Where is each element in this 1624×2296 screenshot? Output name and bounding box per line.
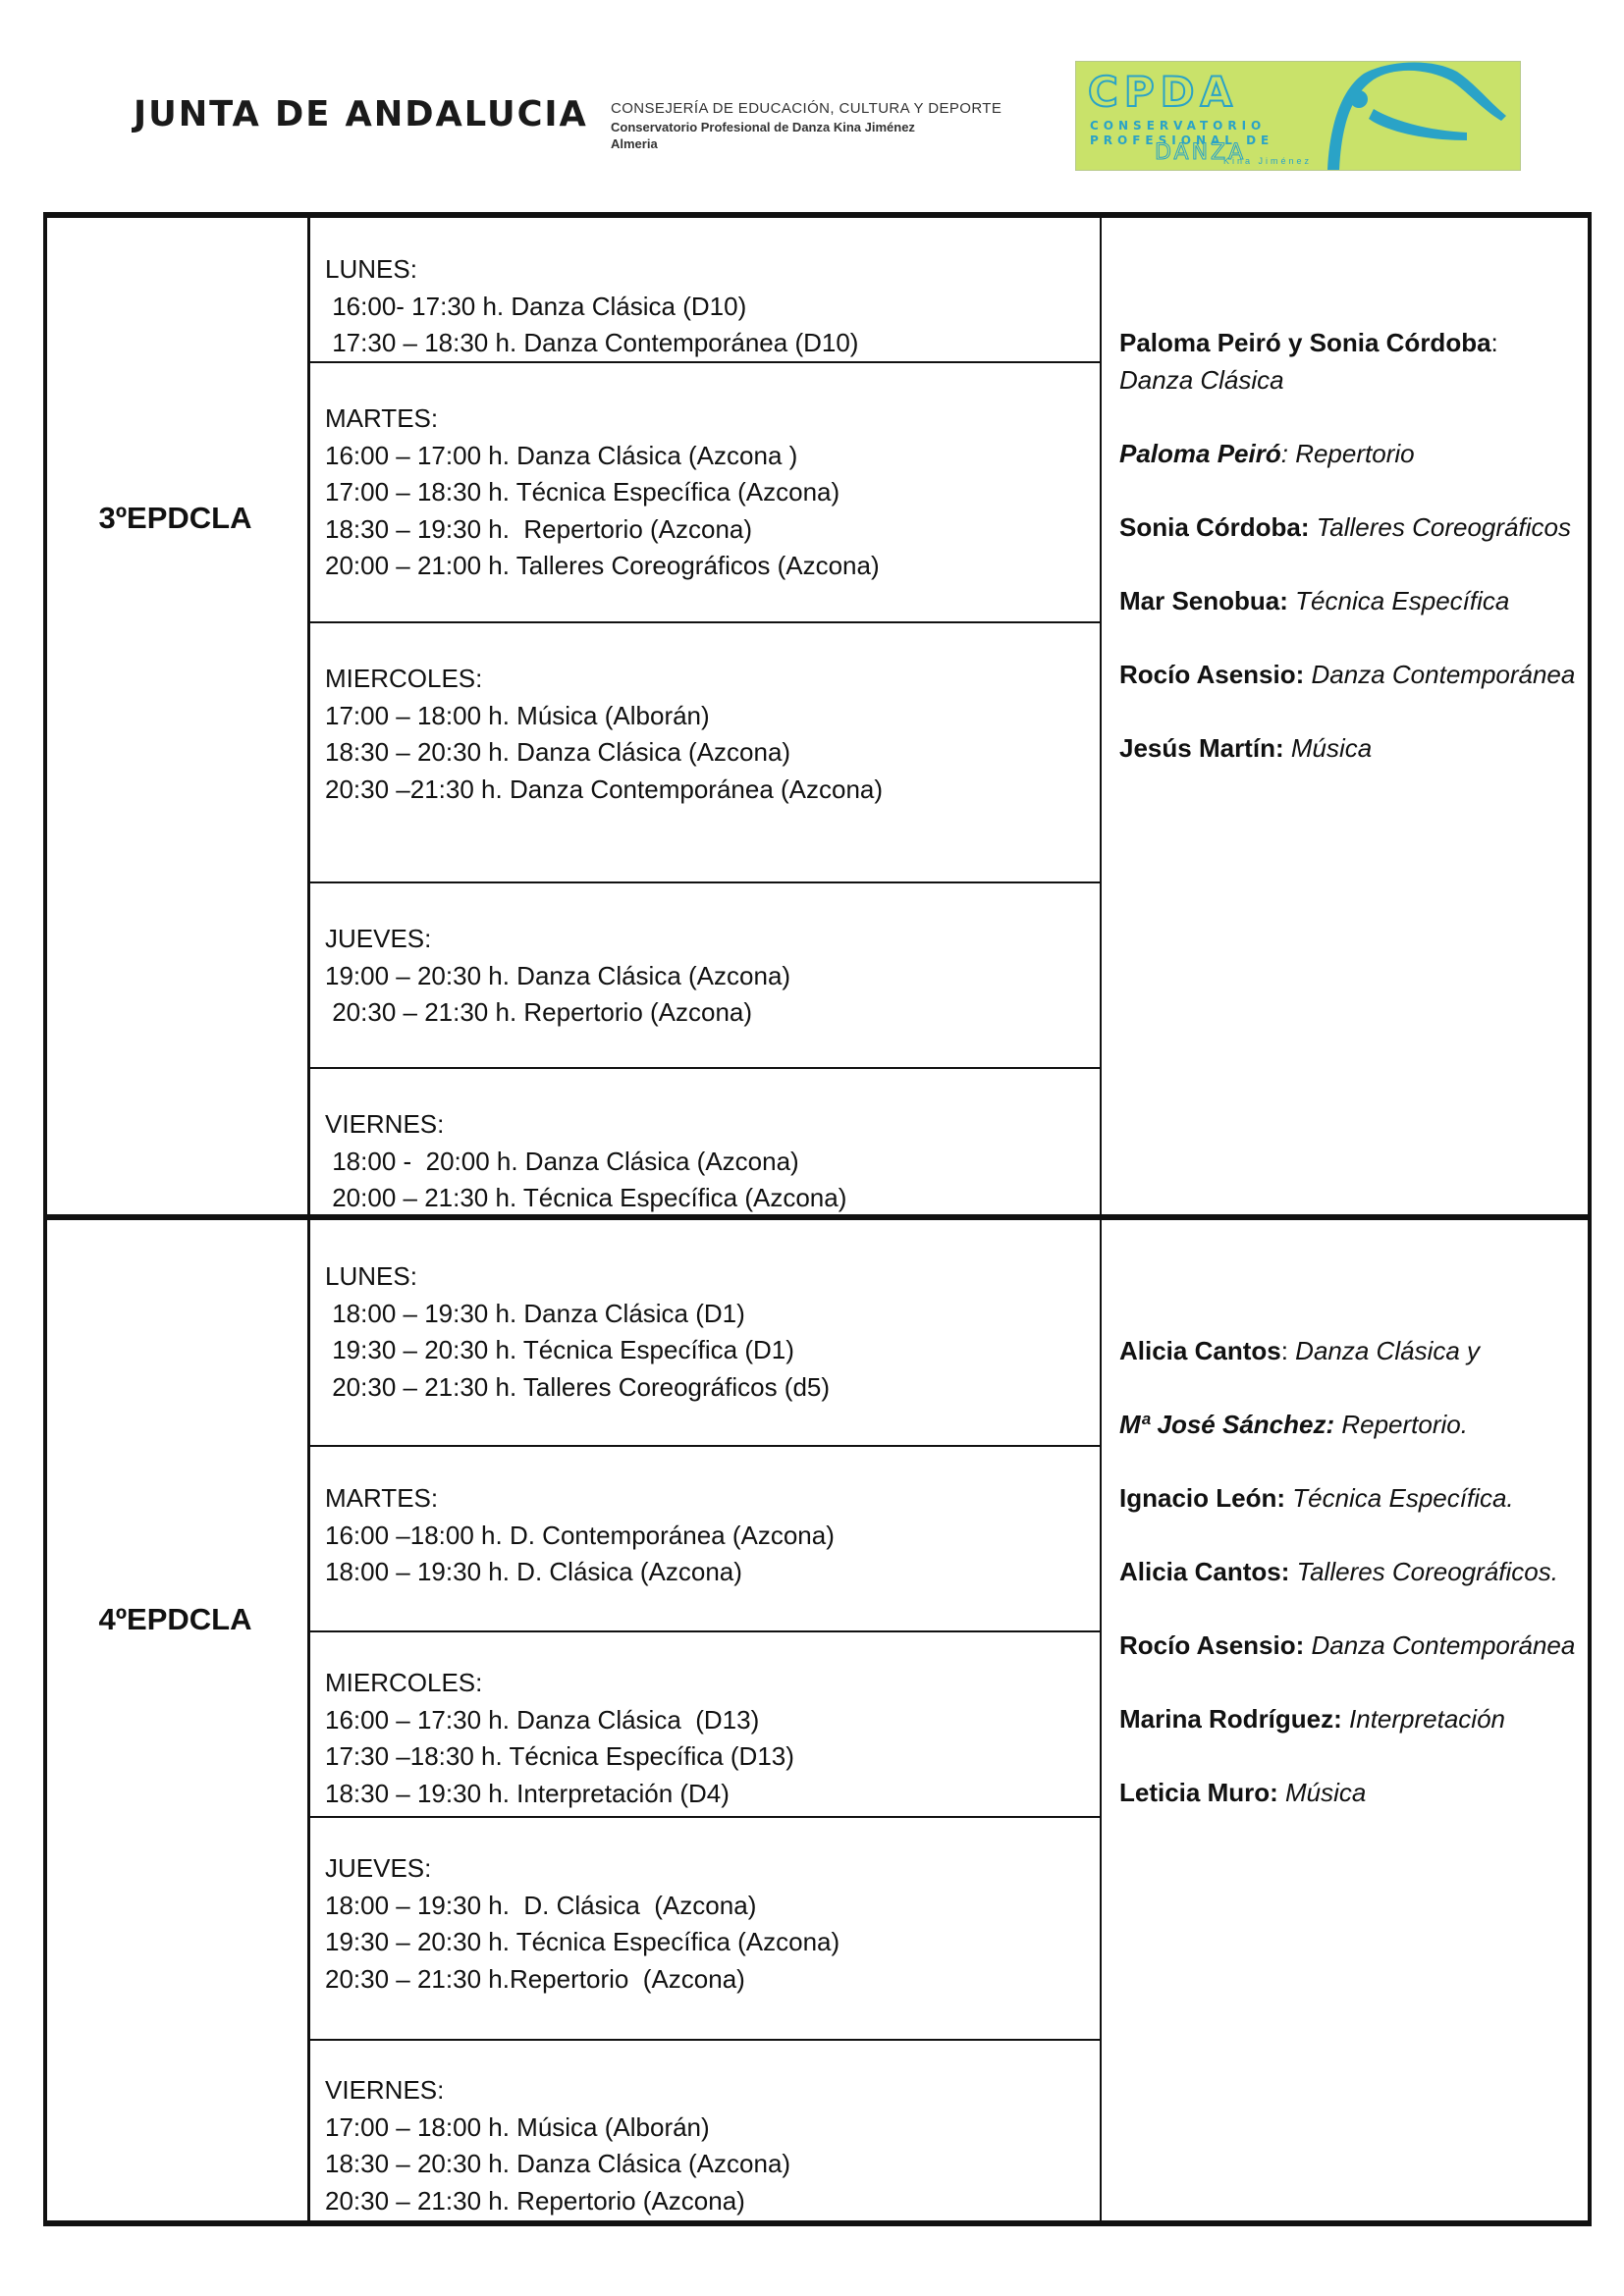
logo-line-4: Kina Jiménez bbox=[1223, 156, 1313, 166]
schedule-line: 18:30 – 20:30 h. Danza Clásica (Azcona) bbox=[325, 737, 791, 767]
schedule-line: 16:00 – 17:00 h. Danza Clásica (Azcona ) bbox=[325, 440, 798, 470]
teacher-entry bbox=[1119, 1701, 1624, 1738]
teacher-entry bbox=[1119, 657, 1624, 694]
cpda-logo bbox=[1075, 61, 1521, 171]
schedule-line: 18:30 – 20:30 h. Danza Clásica (Azcona) bbox=[325, 2149, 791, 2178]
teacher-entry bbox=[1119, 325, 1624, 399]
teacher-subject: Música bbox=[1283, 732, 1373, 763]
day-label: LUNES: bbox=[325, 1261, 417, 1291]
teacher-name: Jesús Martín: bbox=[1119, 732, 1284, 763]
teacher-name: Mar Senobua: bbox=[1119, 585, 1288, 615]
teacher-entry bbox=[1119, 1775, 1624, 1812]
level-4-friday bbox=[325, 2072, 1130, 2219]
level-4-thursday bbox=[325, 1850, 1130, 1998]
schedule-line: 19:30 – 20:30 h. Técnica Específica (D1) bbox=[325, 1335, 794, 1364]
teacher-name: Paloma Peiró bbox=[1119, 438, 1281, 468]
schedule-table bbox=[43, 212, 1592, 2226]
schedule-line: 20:30 – 21:30 h. Repertorio (Azcona) bbox=[325, 997, 753, 1027]
teacher-name: Rocío Asensio: bbox=[1119, 1630, 1305, 1660]
teacher-name: Paloma Peiró y Sonia Córdoba bbox=[1119, 328, 1491, 357]
level-3-monday bbox=[325, 251, 1130, 362]
teacher-separator: : bbox=[1490, 328, 1498, 357]
teacher-entry bbox=[1119, 1333, 1624, 1370]
level-3-teachers bbox=[1119, 325, 1624, 804]
teacher-entry bbox=[1119, 509, 1624, 547]
teacher-name: Sonia Córdoba: bbox=[1119, 511, 1310, 542]
schedule-line: 18:30 – 19:30 h. Repertorio (Azcona) bbox=[325, 513, 753, 544]
schedule-line: 18:00 – 19:30 h. Danza Clásica (D1) bbox=[325, 1298, 745, 1328]
teacher-subject: Danza Clásica y bbox=[1287, 1336, 1481, 1365]
teacher-name: Alicia Cantos bbox=[1119, 1336, 1281, 1365]
schedule-line: 17:00 – 18:00 h. Música (Alborán) bbox=[325, 700, 710, 730]
teacher-name: Mª José Sánchez: bbox=[1119, 1410, 1335, 1439]
teacher-subject: Música bbox=[1277, 1778, 1367, 1807]
teacher-subject: Danza Contemporánea bbox=[1304, 1630, 1576, 1660]
teacher-name: Marina Rodríguez: bbox=[1119, 1704, 1342, 1734]
teacher-subject: Técnica Específica bbox=[1287, 585, 1510, 615]
schedule-line: 16:00- 17:30 h. Danza Clásica (D10) bbox=[325, 291, 747, 321]
teacher-subject: Talleres Coreográficos. bbox=[1289, 1557, 1558, 1586]
dancer-icon bbox=[1320, 62, 1520, 170]
teacher-entry bbox=[1119, 1407, 1624, 1444]
teacher-subject: Técnica Específica. bbox=[1285, 1483, 1514, 1513]
logo-line-1: CONSERVATORIO bbox=[1090, 119, 1267, 133]
consejeria-block bbox=[611, 100, 1001, 151]
schedule-line: 17:30 –18:30 h. Técnica Específica (D13) bbox=[325, 1741, 794, 1771]
level-4-teachers bbox=[1119, 1333, 1624, 1848]
day-label: JUEVES: bbox=[325, 1853, 432, 1883]
teacher-entry bbox=[1119, 730, 1624, 768]
teacher-entry bbox=[1119, 1480, 1624, 1518]
level-3-thursday bbox=[325, 921, 1130, 1032]
schedule-line: 20:00 – 21:00 h. Talleres Coreográficos (Azcona) bbox=[325, 551, 880, 580]
level-3-friday bbox=[325, 1106, 1130, 1217]
schedule-line: 18:00 – 19:30 h. D. Clásica (Azcona) bbox=[325, 1890, 757, 1920]
teacher-entry bbox=[1119, 1628, 1624, 1665]
schedule-line: 19:30 – 20:30 h. Técnica Específica (Azcona) bbox=[325, 1927, 840, 1956]
teacher-name: Alicia Cantos: bbox=[1119, 1557, 1290, 1586]
schedule-line: 16:00 –18:00 h. D. Contemporánea (Azcona) bbox=[325, 1520, 835, 1550]
schedule-line: 20:00 – 21:30 h. Técnica Específica (Azcona) bbox=[325, 1183, 847, 1212]
teacher-subject: Repertorio. bbox=[1334, 1410, 1468, 1439]
level-4-tuesday bbox=[325, 1480, 1130, 1591]
teacher-name: Rocío Asensio: bbox=[1119, 659, 1305, 689]
schedule-line: 17:30 – 18:30 h. Danza Contemporánea (D10) bbox=[325, 328, 859, 357]
day-label: MIERCOLES: bbox=[325, 664, 483, 693]
teacher-entry bbox=[1119, 436, 1624, 473]
teacher-separator: : bbox=[1280, 438, 1288, 468]
teacher-subject: Talleres Coreográficos bbox=[1309, 511, 1571, 542]
schedule-line: 18:30 – 19:30 h. Interpretación (D4) bbox=[325, 1778, 730, 1808]
conservatorio-name: Conservatorio Profesional de Danza Kina Jiménez bbox=[611, 120, 915, 134]
teacher-name: Leticia Muro: bbox=[1119, 1778, 1278, 1807]
logo-line-2: PROFESIONAL DE bbox=[1090, 133, 1274, 147]
schedule-line: 18:00 – 19:30 h. D. Clásica (Azcona) bbox=[325, 1557, 742, 1586]
level-3-wednesday bbox=[325, 661, 1130, 808]
teacher-separator: : bbox=[1280, 1336, 1288, 1365]
schedule-line: 20:30 –21:30 h. Danza Contemporánea (Azcona) bbox=[325, 774, 884, 804]
teacher-subject: Interpretación bbox=[1341, 1704, 1506, 1734]
schedule-line: 20:30 – 21:30 h.Repertorio (Azcona) bbox=[325, 1963, 745, 1994]
level-4-monday bbox=[325, 1258, 1130, 1406]
schedule-line: 17:00 – 18:00 h. Música (Alborán) bbox=[325, 2111, 710, 2142]
teacher-subject: Danza Clásica bbox=[1119, 364, 1284, 395]
teacher-entry bbox=[1119, 583, 1624, 620]
teacher-name: Ignacio León: bbox=[1119, 1483, 1285, 1513]
level-3-tuesday bbox=[325, 400, 1130, 585]
day-label: VIERNES: bbox=[325, 1109, 445, 1139]
junta-de-andalucia-title: JUNTA DE ANDALUCIA bbox=[134, 94, 588, 134]
schedule-line: 17:00 – 18:30 h. Técnica Específica (Azcona) bbox=[325, 477, 840, 507]
schedule-line: 20:30 – 21:30 h. Talleres Coreográficos (d5) bbox=[325, 1371, 831, 1402]
city-name: Almeria bbox=[611, 136, 658, 151]
logo-main-text: CPDA bbox=[1088, 68, 1238, 116]
teacher-entry bbox=[1119, 1554, 1624, 1591]
level-3-label: 3ºEPDCLA bbox=[98, 501, 252, 535]
schedule-line: 18:00 - 20:00 h. Danza Clásica (Azcona) bbox=[325, 1146, 799, 1176]
teacher-subject: Repertorio bbox=[1287, 438, 1415, 468]
schedule-line: 16:00 – 17:30 h. Danza Clásica (D13) bbox=[325, 1704, 760, 1735]
day-label: MIERCOLES: bbox=[325, 1668, 483, 1697]
consejeria-name: CONSEJERÍA DE EDUCACIÓN, CULTURA Y DEPORTE bbox=[611, 100, 1002, 117]
schedule-line: 19:00 – 20:30 h. Danza Clásica (Azcona) bbox=[325, 960, 791, 990]
teacher-subject: Danza Contemporánea bbox=[1304, 659, 1576, 689]
day-label: MARTES: bbox=[325, 1483, 439, 1513]
day-label: JUEVES: bbox=[325, 924, 432, 953]
level-4-label: 4ºEPDCLA bbox=[98, 1602, 252, 1636]
day-label: LUNES: bbox=[325, 254, 417, 284]
logo-line-3: DANZA bbox=[1155, 140, 1247, 165]
schedule-line: 20:30 – 21:30 h. Repertorio (Azcona) bbox=[325, 2185, 745, 2216]
day-label: MARTES: bbox=[325, 403, 439, 433]
day-label: VIERNES: bbox=[325, 2075, 445, 2105]
level-4-wednesday bbox=[325, 1665, 1130, 1812]
